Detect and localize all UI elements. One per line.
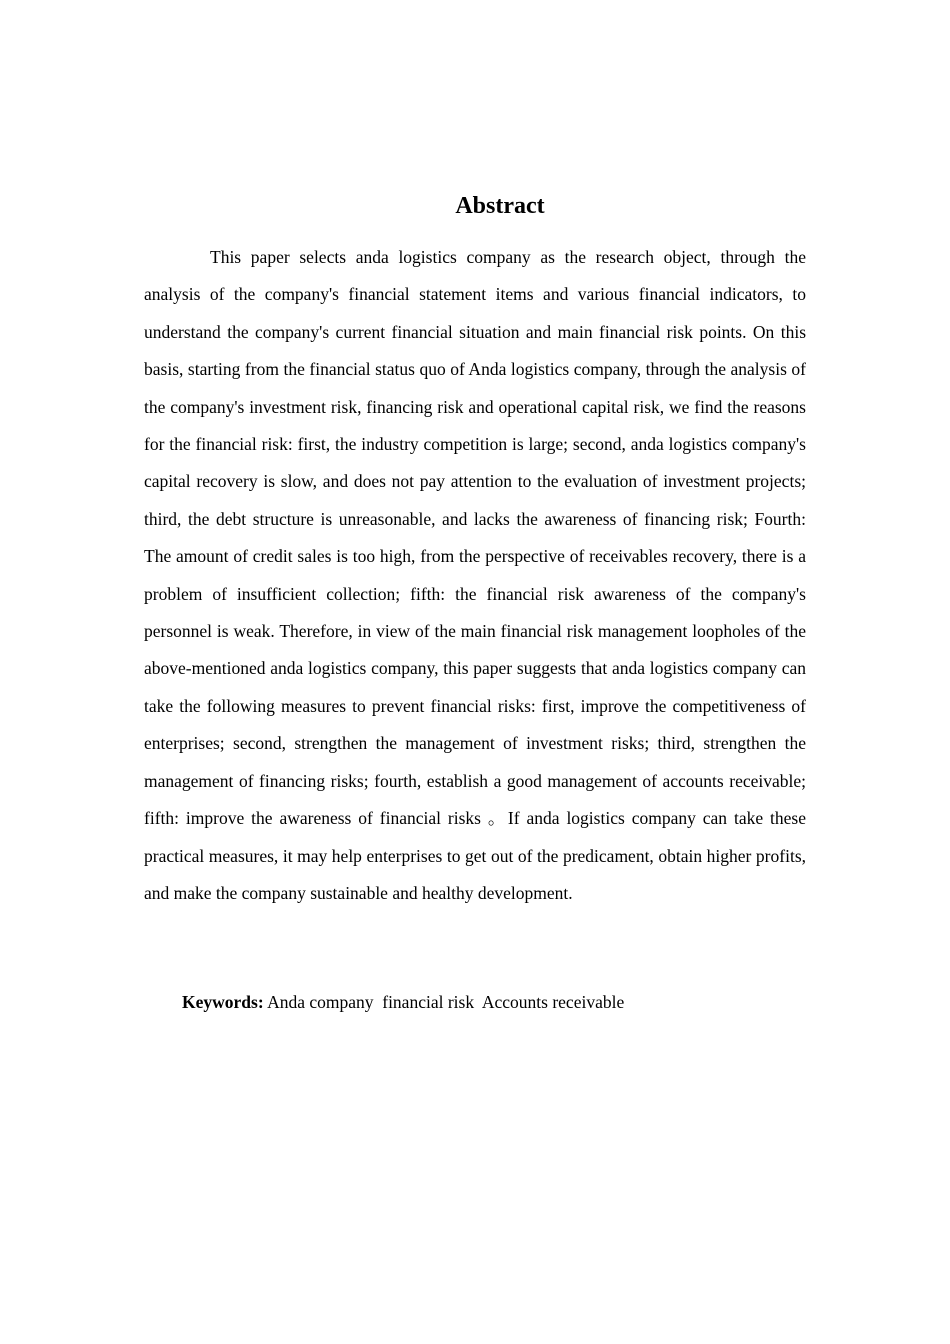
abstract-paragraph: This paper selects anda logistics company as the research object, through the analysis of the company's financial statement items and various financial indicators, to understand the company's current financial situation and main financial risk points. On this basis, starting from the financial status quo of Anda logistics company, through the analysis of the company's investment risk, financing risk and operational capital risk, we find the reasons for the financial risk: first, the industry competition is large; second, anda logistics company's capital recovery is slow, and does not pay attention to the evaluation of investment projects; third, the debt structure is unreasonable, and lacks the awareness of financing risk; Fourth: The amount of credit sales is too high, from the perspective of receivables recovery, there is a problem of insufficient collection; fifth: the financial risk awareness of the company's personnel is weak. Therefore, in view of the main financial risk management loopholes of the above-mentioned anda logistics company, this paper suggests that anda logistics company can take the following measures to prevent financial risks: first, improve the competitiveness of enterprises; second, strengthen the management of investment risks; third, strengthen the management of financing risks; fourth, establish a good management of accounts receivable; fifth: improve the awareness of financial risks 。If anda logistics company can take these practical measures, it may help enterprises to get out of the predicament, obtain higher profits, and make the company sustainable and healthy development.: [144, 247, 806, 903]
keywords-list: Anda company financial risk Accounts receivable: [263, 992, 625, 1012]
keywords-line: [182, 986, 806, 1018]
abstract-title: Abstract: [455, 193, 545, 219]
keywords-label: Keywords:: [182, 992, 264, 1012]
